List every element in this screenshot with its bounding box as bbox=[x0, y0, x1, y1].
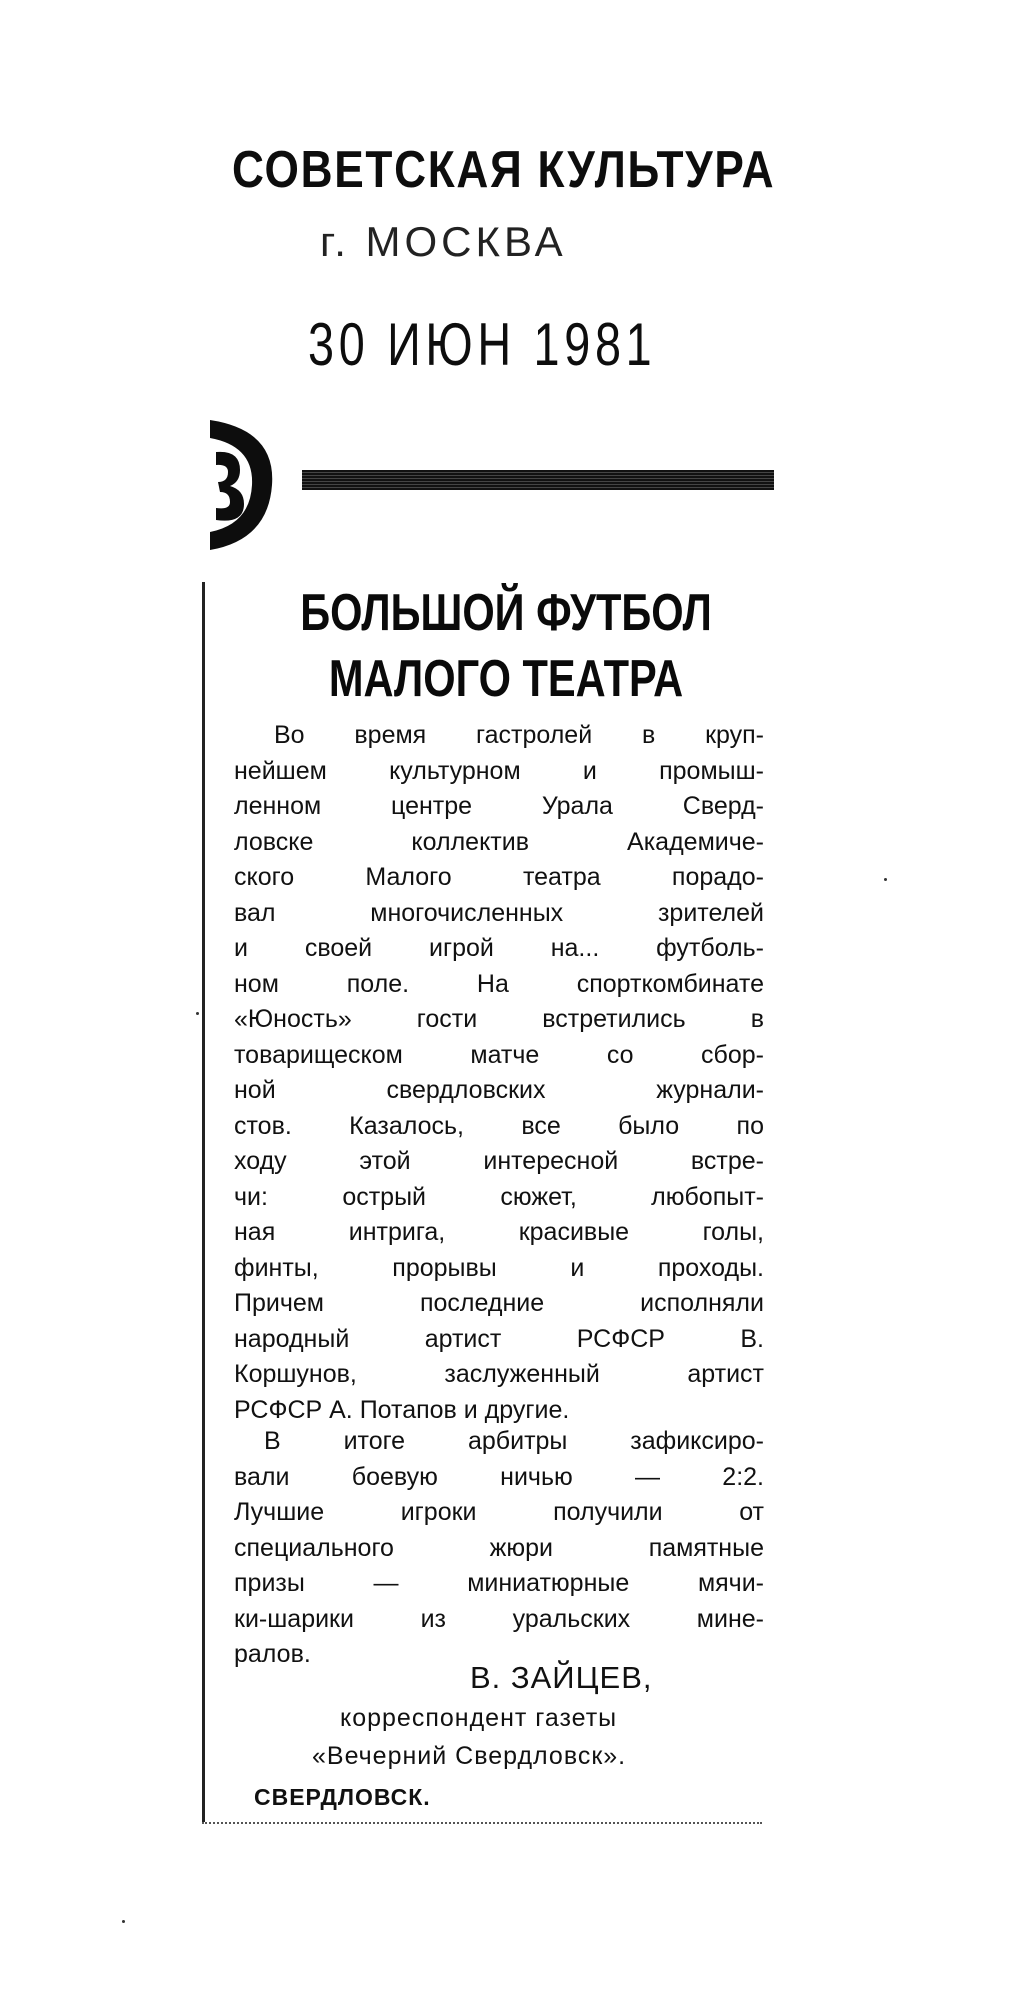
text-line: товарищеском матче со сбор- bbox=[234, 1040, 764, 1069]
text-line: Причем последние исполняли bbox=[234, 1289, 764, 1317]
text-line: финты, прорывы и проходы. bbox=[234, 1253, 764, 1282]
text-line: Во время гастролей в круп- bbox=[274, 721, 764, 749]
text-line: и своей игрой на... футболь- bbox=[234, 934, 764, 962]
author-role: корреспондент газеты bbox=[340, 1704, 618, 1732]
text-line: ралов. bbox=[234, 1640, 311, 1668]
text-line: Лучшие игроки получили от bbox=[234, 1498, 764, 1526]
text-line: вал многочисленных зрителей bbox=[234, 898, 764, 927]
article-paragraph-2 bbox=[234, 1424, 764, 1673]
headline-line-2: МАЛОГО ТЕАТРА bbox=[328, 650, 684, 708]
headline-line-1: БОЛЬШОЙ ФУТБОЛ bbox=[300, 584, 712, 642]
text-line: «Юность» гости встретились в bbox=[234, 1005, 764, 1033]
text-line: Коршунов, заслуженный артист bbox=[234, 1360, 764, 1388]
section-rule bbox=[302, 470, 774, 490]
text-line: ходу этой интересной встре- bbox=[234, 1147, 764, 1175]
stamp-city: г. МОСКВА bbox=[320, 218, 567, 265]
dateline: СВЕРДЛОВСК. bbox=[254, 1784, 431, 1810]
text-line: РСФСР А. Потапов и другие. bbox=[234, 1395, 570, 1424]
text-line: чи: острый сюжет, любопыт- bbox=[234, 1182, 764, 1211]
author-newspaper: «Вечерний Свердловск». bbox=[312, 1742, 627, 1770]
text-line: народный артист РСФСР В. bbox=[234, 1324, 764, 1353]
text-line: призы — миниатюрные мячи- bbox=[234, 1569, 764, 1597]
text-line: ловске коллектив Академиче- bbox=[234, 827, 764, 856]
author-name: В. ЗАЙЦЕВ, bbox=[470, 1660, 653, 1695]
stamp-date: 30 ИЮН 1981 bbox=[308, 311, 657, 378]
column-bottom-border bbox=[202, 1822, 762, 1824]
text-line: ки-шарики из уральских мине- bbox=[234, 1604, 764, 1633]
text-line: ная интрига, красивые голы, bbox=[234, 1218, 764, 1246]
text-line: вали боевую ничью — 2:2. bbox=[234, 1462, 764, 1491]
section-mark-icon bbox=[210, 420, 276, 550]
article-paragraph-1 bbox=[234, 718, 764, 1428]
text-line: В итоге арбитры зафиксиро- bbox=[264, 1427, 764, 1455]
article-headline bbox=[290, 580, 722, 712]
ink-speck bbox=[196, 1012, 199, 1015]
ink-speck bbox=[884, 878, 887, 881]
text-line: стов. Казалось, все было по bbox=[234, 1111, 764, 1140]
text-line: ленном центре Урала Сверд- bbox=[234, 792, 764, 820]
stamp-newspaper-name: СОВЕТСКАЯ КУЛЬТУРА bbox=[232, 141, 776, 199]
text-line: ном поле. На спорткомбинате bbox=[234, 969, 764, 998]
column-border bbox=[202, 582, 205, 1822]
text-line: специального жюри памятные bbox=[234, 1533, 764, 1562]
text-line: нейшем культурном и промыш- bbox=[234, 756, 764, 785]
text-line: ной свердловских журнали- bbox=[234, 1076, 764, 1104]
text-line: ского Малого театра порадо- bbox=[234, 863, 764, 891]
ink-speck bbox=[122, 1920, 125, 1923]
